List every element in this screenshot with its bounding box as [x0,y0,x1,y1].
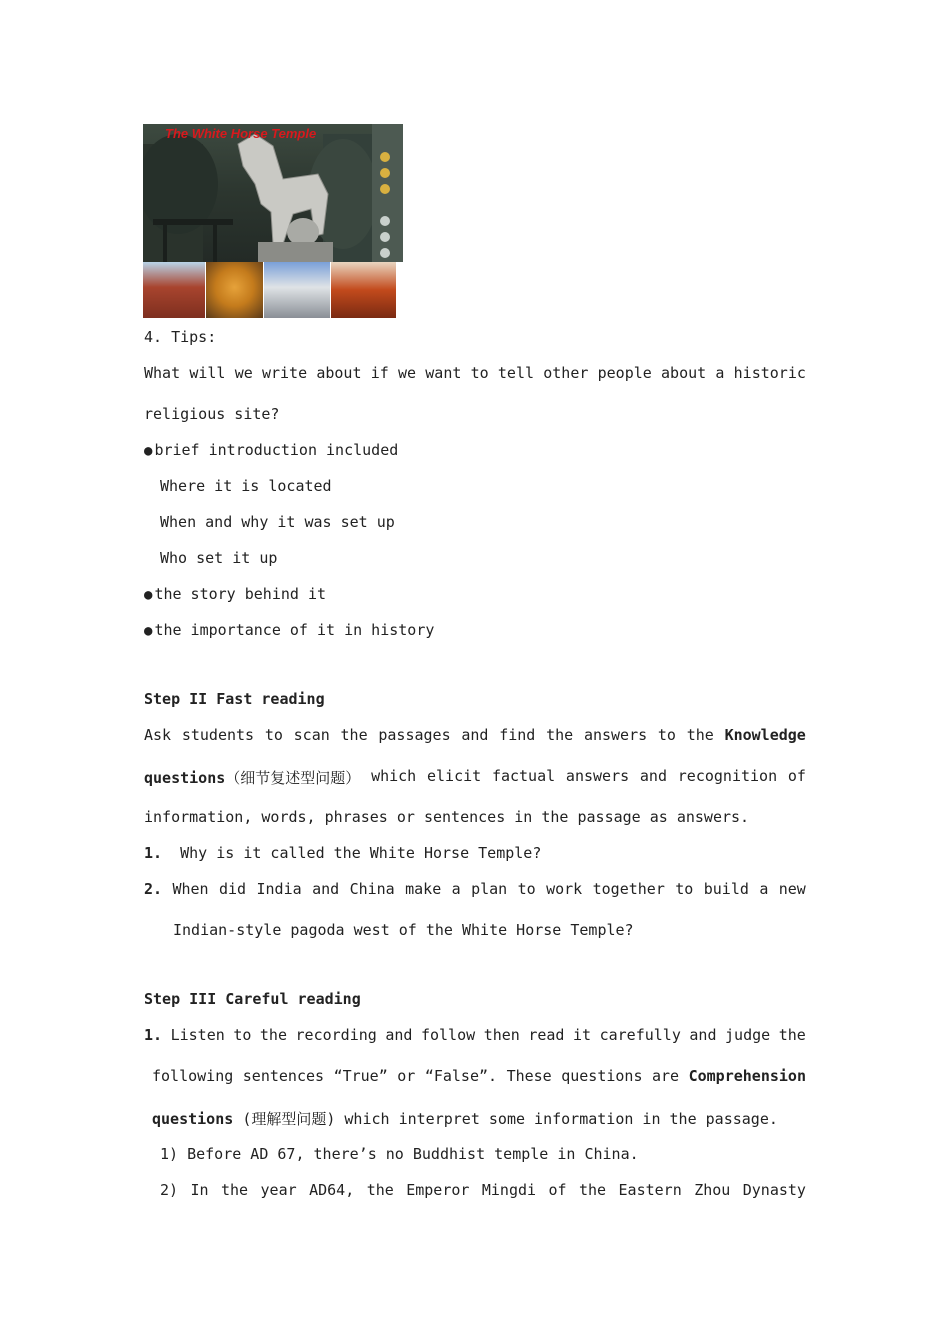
word: of [787,767,806,785]
word: Comprehension [688,1067,806,1085]
word: to [675,880,694,898]
word: write [261,364,308,382]
word: carefully [599,1026,681,1044]
bullet-icon: ● [144,623,153,639]
word: questions [561,1067,643,1085]
word: and [385,1026,413,1044]
word: and [639,767,667,785]
word: and [689,1026,717,1044]
word: students [181,726,255,744]
step2-line1 [144,726,806,744]
word: elicit [426,767,482,785]
seal-mark [380,184,390,194]
sub-item-when-why: When and why it was set up [160,513,395,531]
statement-2 [160,1181,806,1199]
word: if [370,364,389,382]
word: India [256,880,302,898]
step3-item1-line2 [152,1067,806,1085]
word: questions（细节复述型问题） [144,769,361,787]
word: a [759,880,769,898]
word: the [546,726,574,744]
word: factual [491,767,556,785]
word: and [312,880,340,898]
word: to [470,364,489,382]
word: Eastern [618,1181,682,1199]
word: following [152,1067,234,1085]
word: 2. [144,880,163,898]
question-2-line1 [144,880,806,898]
word: people [597,364,652,382]
word: find [499,726,536,744]
word: passages [378,726,451,744]
word: or [397,1067,416,1085]
word: it [573,1026,592,1044]
word: recognition [677,767,778,785]
monks-procession-thumbnail [331,262,396,318]
word: about [316,364,362,382]
hero-image [143,124,403,262]
seal-mark [380,248,390,258]
sub-item-who: Who set it up [160,549,278,567]
word: recording [295,1026,377,1044]
bullet-introduction: ● brief introduction included [144,441,399,459]
word: build [703,880,749,898]
word: year [260,1181,297,1199]
word: These [506,1067,552,1085]
word: work [546,880,583,898]
seal-mark [380,152,390,162]
word: 1. [144,1026,163,1044]
word: the [366,1181,394,1199]
word: Ask [144,726,172,744]
word: the [340,726,368,744]
question-1: 1. Why is it called the White Horse Temple? [144,844,542,862]
step2-line2 [144,767,806,788]
sub-item-location: Where it is located [160,477,332,495]
word: which [371,767,417,785]
word: did [219,880,247,898]
step3-item1-line1 [144,1026,806,1044]
monk-thumbnail [206,262,263,318]
word: and [461,726,489,744]
step2-heading: Step II Fast reading [144,690,325,708]
word: Zhou [694,1181,731,1199]
word: AD64, [309,1181,355,1199]
word: the [221,1181,249,1199]
word: new [778,880,806,898]
word: historic [733,364,806,382]
word: tell [497,364,535,382]
word: Listen [170,1026,225,1044]
word: Knowledge [724,726,806,744]
word: In [190,1181,209,1199]
temple-gate-thumbnail [143,262,205,318]
word: we [398,364,417,382]
word: the [259,1026,287,1044]
word: answers [583,726,648,744]
word: are [652,1067,680,1085]
step2-line3: information, words, phrases or sentences in the passage as answers. [144,808,750,826]
word: want [425,364,462,382]
word: Mingdi [481,1181,537,1199]
step3-heading: Step III Careful reading [144,990,361,1008]
word: China [349,880,395,898]
tips-question-line1 [144,364,806,382]
bullet-icon: ● [144,587,153,603]
temple-image [143,124,403,318]
seal-mark [380,216,390,226]
word: together [592,880,665,898]
word: scan [293,726,330,744]
word: to [264,726,283,744]
word: follow [420,1026,476,1044]
tips-heading: 4. Tips: [144,328,217,346]
archway-thumbnail [264,262,330,318]
bullet-icon: ● [144,443,153,459]
word: the [579,1181,607,1199]
tips-question-line2: religious site? [144,405,280,423]
word: will [189,364,226,382]
word: a [715,364,725,382]
word: “True” [333,1067,388,1085]
word: What [144,364,181,382]
step3-item1-line3: questions (理解型问题) which interpret some information in the passage. [152,1110,778,1128]
word: “False”. [424,1067,498,1085]
word: 2) [160,1181,179,1199]
word: to [233,1026,252,1044]
word: other [543,364,589,382]
word: make [405,880,442,898]
word: Emperor [406,1181,470,1199]
word: then [483,1026,520,1044]
word: Dynasty [742,1181,806,1199]
statement-1: 1) Before AD 67, there’s no Buddhist temple in China. [160,1145,639,1163]
word: about [661,364,707,382]
word: the [778,1026,806,1044]
bullet-importance: ● the importance of it in history [144,621,435,639]
question-2-line2: Indian-style pagoda west of the White Horse Temple? [173,921,634,939]
figure-title: The White Horse Temple [165,126,317,141]
word: read [528,1026,565,1044]
word: the [686,726,714,744]
bullet-story: ● the story behind it [144,585,327,603]
word: a [451,880,461,898]
word: When [172,880,209,898]
word: to [517,880,536,898]
word: of [548,1181,567,1199]
word: answers [565,767,630,785]
seal-mark [380,168,390,178]
word: we [234,364,253,382]
word: sentences [242,1067,325,1085]
word: plan [471,880,508,898]
word: judge [725,1026,771,1044]
seal-mark [380,232,390,242]
word: to [657,726,676,744]
horse-statue-illustration [143,124,403,262]
